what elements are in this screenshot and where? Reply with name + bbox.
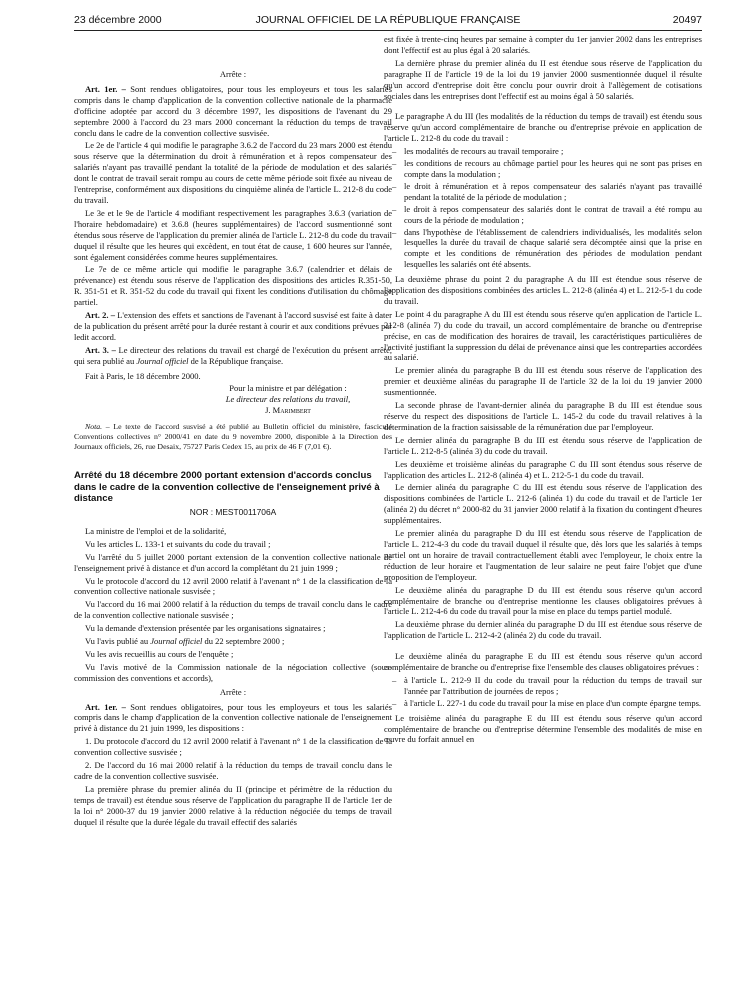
list-item: – le droit à repos compensateur des salariés dont le contrat de travail a été rompu au cours de la période de modulation ; [384,204,702,226]
paragraph: La deuxième phrase du point 2 du paragraphe A du III est étendue sous réserve de l'application des dispositions combinées des articles L. 212-8 (alinéa 4) et L. 212-5-1 du code du travail. [384,274,702,306]
nota: Nota. – Le texte de l'accord susvisé a été publié au Bulletin officiel du ministère, fascicule Conventions collectives n° 2000/41 en date du 9 novembre 2000, disponible à la Direction des Journaux officiels, 26, rue Desaix, 75727 Paris Cedex 15, au prix de 46 F (7,01 €). [74,422,392,452]
nor-reference: NOR : MEST0011706A [189,506,277,517]
paragraph: Le paragraphe A du III (les modalités de la réduction du temps de travail) est étendu sous réserve qu'un accord complémentaire de branche ou d'entreprise prévoie en application de l'article L. 212-8 du code du travail : [384,111,702,144]
article-1: Art. 1er. – Sont rendues obligatoires, pour tous les employeurs et tous les salariés compris dans le champ d'application de la convention collective nationale de la pharmacie d'officine adoptée par accord du 3 décembre 1997, les dispositions de l'avenant du 29 septembre 2000 à l'accord du 23 mars 2000 concernant la réduction du temps de travail conclu dans le cadre de la convention collective susvisée. [74,83,392,138]
article-1: Art. 1er. – Sont rendues obligatoires, pour tous les employeurs et tous les salariés compris dans le champ d'application de la convention collective nationale de l'enseignement privé à distance du 21 juin 1999, les dispositions : [74,701,392,734]
list-item: – les conditions de recours au chômage partiel pour les heures qui ne sont pas prises en compte dans la modulation ; [384,158,702,180]
visa: Vu la demande d'extension présentée par les organisations signataires ; [85,623,326,634]
minister-line: La ministre de l'emploi et de la solidarité, [85,525,227,536]
list [384,146,702,270]
visa: Vu les avis recueillis au cours de l'enquête ; [85,648,234,659]
paragraph: Le deuxième alinéa du paragraphe E du III est étendu sous réserve qu'un accord complémentaire de branche ou d'entreprise fixe l'ensemble des clauses obligatoires prévues : [384,651,702,673]
paragraph: Le deuxième alinéa du paragraphe D du III est étendu sous réserve qu'un accord complémentaire de branche ou d'entreprise mentionne les clauses obligatoires prévues à l'article L. 212-4-6 du code du travail pour la mise en place du temps partiel modulé. [384,584,702,617]
paragraph: Le 3e et le 9e de l'article 4 modifiant respectivement les paragraphes 3.6.3 (variation de l'horaire hebdomadaire) et 3.6.8 (heures supplémentaires) de l'accord susmentionné sont étendus sous réserve de l'application du premier alinéa de l'article L. 212-8 du code du travail duquel il résulte que les heures qui excèdent, en tout état de cause, 1 600 heures sur l'année, sont également considérées comme heures supplémentaires. [74,207,392,262]
paragraph: La deuxième phrase du dernier alinéa du paragraphe D du III est étendue sous réserve de l'application de l'article L. 212-4-2 (alinéa 2) du code du travail. [384,619,702,641]
visa: Vu l'avis motivé de la Commission nationale de la négociation collective (sous-commission des conventions et accords), [74,661,392,683]
visa: Vu l'arrêté du 5 juillet 2000 portant extension de la convention collective nationale de l'enseignement privé à distance et d'un accord la complétant du 21 juin 1999 ; [74,551,392,573]
list [384,675,702,709]
arrete-label: Arrête : [219,69,247,79]
list-item: – à l'article L. 227-1 du code du travail pour la mise en place d'un compte épargne temps. [384,698,702,709]
paragraph: 1. Du protocole d'accord du 12 avril 2000 relatif à l'avenant n° 1 de la classification de la convention collective susvisée ; [74,736,392,758]
left-column [74,66,392,830]
paragraph: Le dernier alinéa du paragraphe B du III est étendu sous réserve de l'application de l'article L. 212-8-5 (alinéa 3) du code du travail. [384,434,702,456]
list-item: – les modalités de recours au travail temporaire ; [384,146,702,157]
paragraph: La dernière phrase du premier alinéa du II est étendue sous réserve de l'application du paragraphe II de l'article 19 de la loi du 19 janvier 2000 susmentionnée duquel il résulte qu'un accord d'entreprise doit être conclu pour ouvrir droit à l'allègement de cotisations sociales dans les entreprises dont l'effectif est au moins égal à 50 salariés. [384,57,702,101]
signature-title: Le directeur des relations du travail, [225,394,351,405]
visa: Vu l'accord du 16 mai 2000 relatif à la réduction du temps de travail conclu dans le cadre de la convention collective nationale susvisée ; [74,599,392,621]
arrete-heading: Arrêté du 18 décembre 2000 portant extension d'accords conclus dans le cadre de la convention collective de l'enseignement privé à distance [74,470,380,505]
list-item: – le droit à rémunération et à repos compensateur des salariés n'ayant pas travaillé pendant la totalité de la période de modulation ; [384,181,702,203]
list-item: – à l'article L. 212-9 II du code du travail pour la réduction du temps de travail sur l'année par l'attribution de journées de repos ; [384,675,702,697]
header-rule [74,30,702,31]
paragraph: La première phrase du premier alinéa du II (principe et périmètre de la réduction du temps de travail) est étendue sous réserve de l'application du paragraphe II de l'article 1er de la loi n° 2000-37 du 19 janvier 2000 relative à la réduction négociée du temps de travail duquel il résulte que la durée légale du travail effectif des salariés [74,783,392,827]
arrete-label: Arrête : [219,686,247,697]
header-page-number: 20497 [672,14,702,26]
paragraph: Le 7e de ce même article qui modifie le paragraphe 3.6.7 (calendrier et délais de prévenance) est étendu sous réserve de l'application des dispositions des articles R.351-50, R. 351-51 et R. 351-52 du code du travail qui fixent les conditions d'utilisation du chômage partiel. [74,264,392,308]
paragraph: 2. De l'accord du 16 mai 2000 relatif à la réduction du temps de travail conclu dans le cadre de la convention collective susvisée. [74,760,392,781]
paragraph: Le premier alinéa du paragraphe B du III est étendu sous réserve de l'application des premier et deuxième alinéas du paragraphe II de l'article 32 de la loi du 19 janvier 2000 susmentionnée. [384,365,702,398]
visa: Vu le protocole d'accord du 12 avril 2000 relatif à l'avenant n° 1 de la classification de la convention collective nationale susvisée ; [74,575,392,597]
signature-line: Pour la ministre et par délégation : [229,383,347,394]
header-title: JOURNAL OFFICIEL DE LA RÉPUBLIQUE FRANÇAISE [255,14,521,26]
right-column [384,34,702,747]
page-header [74,14,702,28]
paragraph: Le 2e de l'article 4 qui modifie le paragraphe 3.6.2 de l'accord du 23 mars 2000 est étendu sous réserve que la détermination du droit à rémunération et à repos compensateur des salariés n'ayant pas travaillé pendant la totalité de la période de modulation et des salariés dont le contrat de travail serait rompu au cours de cette même période soit fixée au niveau de l'entreprise, conformément aux dispositions du cinquième alinéa de l'article L. 212-8 du code du travail. [74,140,392,205]
visa: Vu les articles L. 133-1 et suivants du code du travail ; [85,538,271,549]
header-date: 23 décembre 2000 [74,14,162,26]
paragraph: Les deuxième et troisième alinéas du paragraphe C du III sont étendus sous réserve de l'application des articles L. 212-8 (alinéa 4) et L. 212-5-1 du code du travail. [384,458,702,480]
paragraph: La seconde phrase de l'avant-dernier alinéa du paragraphe B du III est étendue sous réserve du respect des dispositions de l'article L. 145-2 du code du travail relatives à la détermination de la fraction saisissable de la rémunération due par l'employeur. [384,400,702,432]
paragraph: Le point 4 du paragraphe A du III est étendu sous réserve qu'en application de l'article L. 212-8 (alinéa 7) du code du travail, un accord complémentaire de branche ou d'entreprise précise, en cas de modification des horaires de travail, les caractéristiques particulières de l'activité justifiant la suppression du délai de prévenance ainsi que les contreparties accordées au salarié. [384,308,702,363]
visa: Vu l'avis publié au Journal officiel du 22 septembre 2000 ; [85,636,285,647]
paragraph: Le dernier alinéa du paragraphe C du III est étendu sous réserve de l'application des dispositions combinées de l'article L. 212-6 (alinéa 1) du code du travail et de l'article 1er (alinéa 2) du décret n° 2000-82 du 31 janvier 2000 relatif à la fixation du contingent d'heures supplémentaires. [384,482,702,526]
paragraph: Le premier alinéa du paragraphe D du III est étendu sous réserve de l'application de l'article L. 212-4-3 du code du travail duquel il résulte que, dès lors que les salariés à temps partiel ont un horaire de travail contractuellement établi avec l'employeur, le choix entre la réduction de leur horaire et l'augmentation de leur salaire ne peut faire l'objet que d'une proposition de l'employeur. [384,528,702,582]
article-3: Art. 3. – Le directeur des relations du travail est chargé de l'exécution du présent arrêté, qui sera publié au Journal officiel de la République française. [74,344,393,366]
list-item: – dans l'hypothèse de l'établissement de calendriers individualisés, les modalités selon lesquelles la durée du travail de chaque salarié sera décomptée ainsi que la prise en compte et les conditions de rémunération des périodes de modulation pendant lesquelles les salariés ont été absents. [384,227,702,271]
paragraph: est fixée à trente-cinq heures par semaine à compter du 1er janvier 2002 dans les entreprises dont l'effectif est au plus égal à 20 salariés. [384,34,702,55]
paragraph: Le troisième alinéa du paragraphe E du III est étendu sous réserve qu'un accord complémentaire de branche ou d'entreprise détermine l'ensemble des modalités de mise en œuvre du forfait annuel en [384,712,702,745]
fait-a-paris: Fait à Paris, le 18 décembre 2000. [85,370,201,381]
article-2: Art. 2. – L'extension des effets et sanctions de l'avenant à l'accord susvisé est faite à dater de la publication du présent arrêté pour la durée restant à courir et aux conditions prévues par ledit accord. [74,310,392,342]
signature-name: J. Marimbert [265,405,311,416]
